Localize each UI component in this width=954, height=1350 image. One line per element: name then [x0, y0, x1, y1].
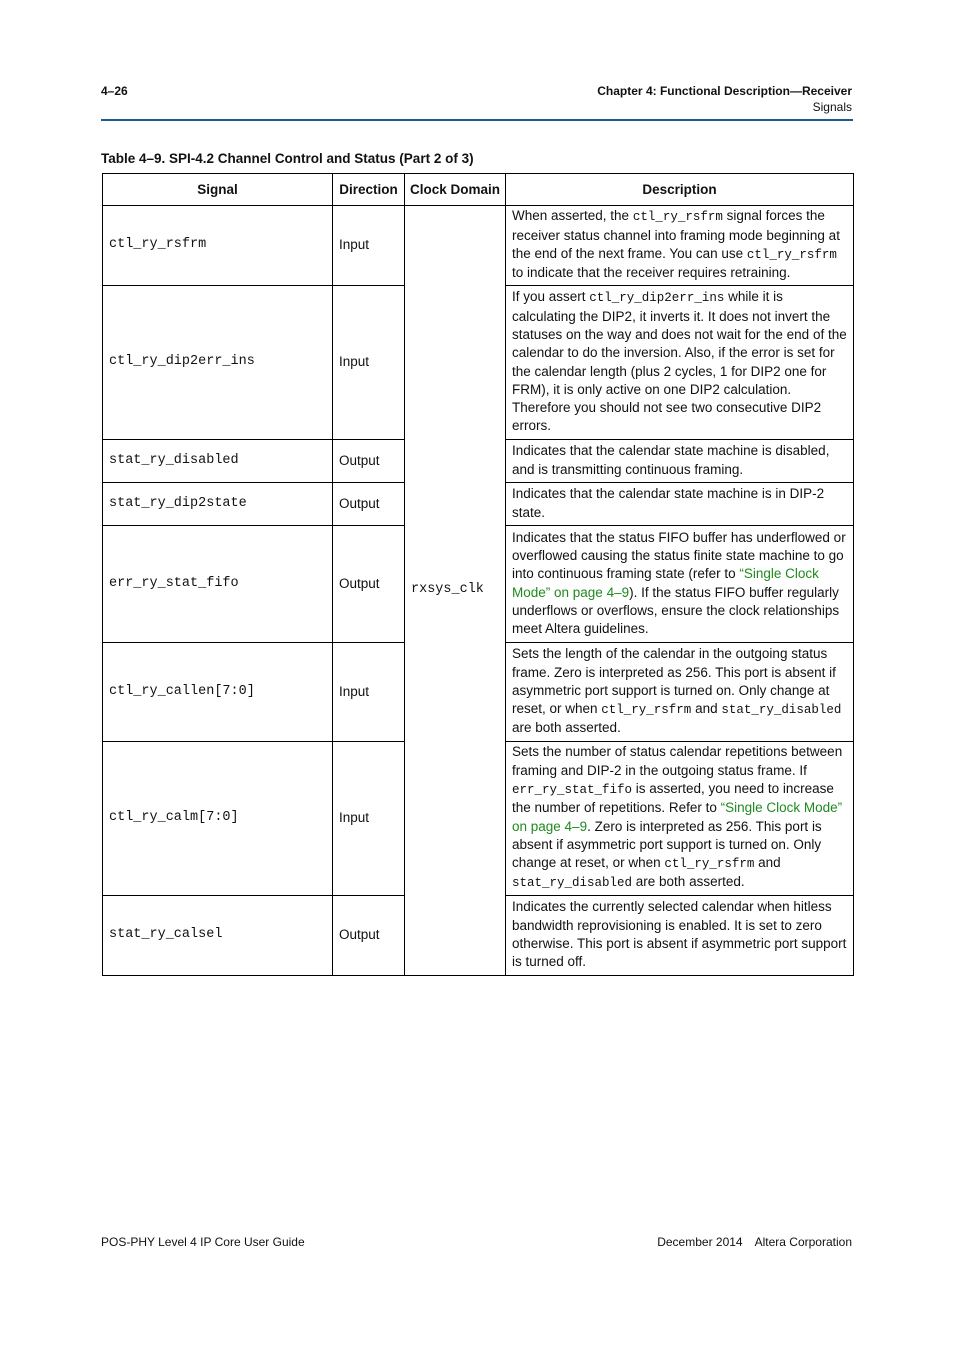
desc-text: and	[691, 701, 722, 717]
cross-reference-link[interactable]: “Single Clock Mode” on page 4–9	[512, 566, 819, 600]
signal-name: ctl_ry_calm[7:0]	[103, 742, 333, 896]
clock-domain: rxsys_clk	[405, 206, 506, 976]
signal-direction: Input	[333, 206, 405, 286]
cross-reference-link[interactable]: “Single Clock Mode” on page 4–9	[512, 800, 843, 834]
footer-guide-title: POS-PHY Level 4 IP Core User Guide	[101, 1235, 305, 1249]
col-header-description: Description	[506, 174, 854, 206]
signal-name: err_ry_stat_fifo	[103, 526, 333, 643]
desc-text: Indicates that the status FIFO buffer has underflowed or overflowed causing the status finite state machine to go into continuous framing state (refer to	[512, 529, 846, 582]
signal-direction: Input	[333, 643, 405, 742]
desc-text: Indicates that the calendar state machine is in DIP-2 state.	[512, 486, 825, 520]
desc-text: is asserted, you need to increase the number of repetitions. Refer to	[512, 780, 834, 816]
desc-code: ctl_ry_dip2err_ins	[589, 291, 725, 306]
signal-name: stat_ry_calsel	[103, 896, 333, 976]
signal-direction: Output	[333, 440, 405, 483]
signal-direction: Input	[333, 742, 405, 896]
desc-text: are both asserted.	[632, 874, 745, 890]
desc-text: Sets the length of the calendar in the outgoing status frame. Zero is interpreted as 256. This port is absent if asymmetric port support is turned on. Only change at reset, or when	[512, 646, 836, 717]
signal-description	[506, 483, 854, 526]
signal-description	[506, 896, 854, 976]
signal-description	[506, 206, 854, 286]
desc-text: to indicate that the receiver requires retraining.	[512, 265, 791, 281]
desc-code: err_ry_stat_fifo	[512, 782, 633, 797]
signal-name: ctl_ry_callen[7:0]	[103, 643, 333, 742]
signal-description	[506, 643, 854, 742]
chapter-title: Chapter 4: Functional Description—Receiver	[597, 84, 852, 98]
signal-description	[506, 526, 854, 643]
signal-table	[102, 173, 854, 976]
signal-description	[506, 440, 854, 483]
desc-code: stat_ry_disabled	[512, 876, 633, 891]
desc-text: If you assert	[512, 289, 590, 305]
desc-text: and	[754, 855, 781, 871]
col-header-direction: Direction	[333, 174, 405, 206]
desc-code: ctl_ry_rsfrm	[664, 857, 755, 872]
col-header-signal: Signal	[103, 174, 333, 206]
desc-text: When asserted, the	[512, 208, 633, 224]
desc-code: stat_ry_disabled	[721, 703, 842, 718]
page-number: 4–26	[101, 84, 128, 98]
signal-direction: Output	[333, 483, 405, 526]
desc-text: signal forces the receiver status channel into framing mode beginning at the end of the next frame. You can use	[512, 208, 840, 261]
footer-right	[657, 1235, 852, 1249]
desc-text: Sets the number of status calendar repetitions between framing and DIP-2 in the outgoing status frame. If	[512, 744, 843, 778]
desc-text: Indicates that the calendar state machine is disabled, and is transmitting continuous framing.	[512, 443, 830, 477]
signal-name: stat_ry_dip2state	[103, 483, 333, 526]
desc-text: . Zero is interpreted as 256. This port is absent if asymmetric port support is turned on. Only change at reset, or when	[512, 818, 822, 871]
signal-direction: Input	[333, 286, 405, 440]
table-header-row	[103, 174, 854, 206]
footer-date: December 2014	[657, 1235, 743, 1249]
signal-direction: Output	[333, 896, 405, 976]
signal-name: ctl_ry_rsfrm	[103, 206, 333, 286]
table-caption: Table 4–9. SPI-4.2 Channel Control and Status (Part 2 of 3)	[101, 151, 474, 166]
signal-direction: Output	[333, 526, 405, 643]
section-title: Signals	[812, 100, 852, 114]
table-row	[103, 206, 854, 286]
desc-code: ctl_ry_rsfrm	[746, 248, 837, 262]
signal-description	[506, 286, 854, 440]
signal-description	[506, 742, 854, 896]
footer-company: Altera Corporation	[754, 1235, 852, 1249]
desc-text: are both asserted.	[512, 720, 621, 736]
desc-code: ctl_ry_rsfrm	[632, 210, 723, 225]
desc-text: ). If the status FIFO buffer regularly underflows or overflows, ensure the clock relationships meet Altera guidelines.	[512, 584, 840, 637]
desc-code: ctl_ry_rsfrm	[601, 703, 692, 718]
signal-name: ctl_ry_dip2err_ins	[103, 286, 333, 440]
desc-text: Indicates the currently selected calendar when hitless bandwidth reprovisioning is enabled. It is set to zero otherwise. This port is absent if asymmetric port support is turned off.	[512, 899, 847, 970]
header-rule	[101, 119, 853, 121]
desc-text: while it is calculating the DIP2, it inverts it. It does not invert the statuses on the way and does not wait for the end of the calendar to do the inversion. Also, if the error is set for the calendar length (plus 2 cycles, 1 for DIP2 one for FRM), it is only active on one DIP2 calculation. Therefore you should not see two consecutive DIP2 errors.	[512, 289, 847, 434]
col-header-clock-domain: Clock Domain	[405, 174, 506, 206]
signal-name: stat_ry_disabled	[103, 440, 333, 483]
